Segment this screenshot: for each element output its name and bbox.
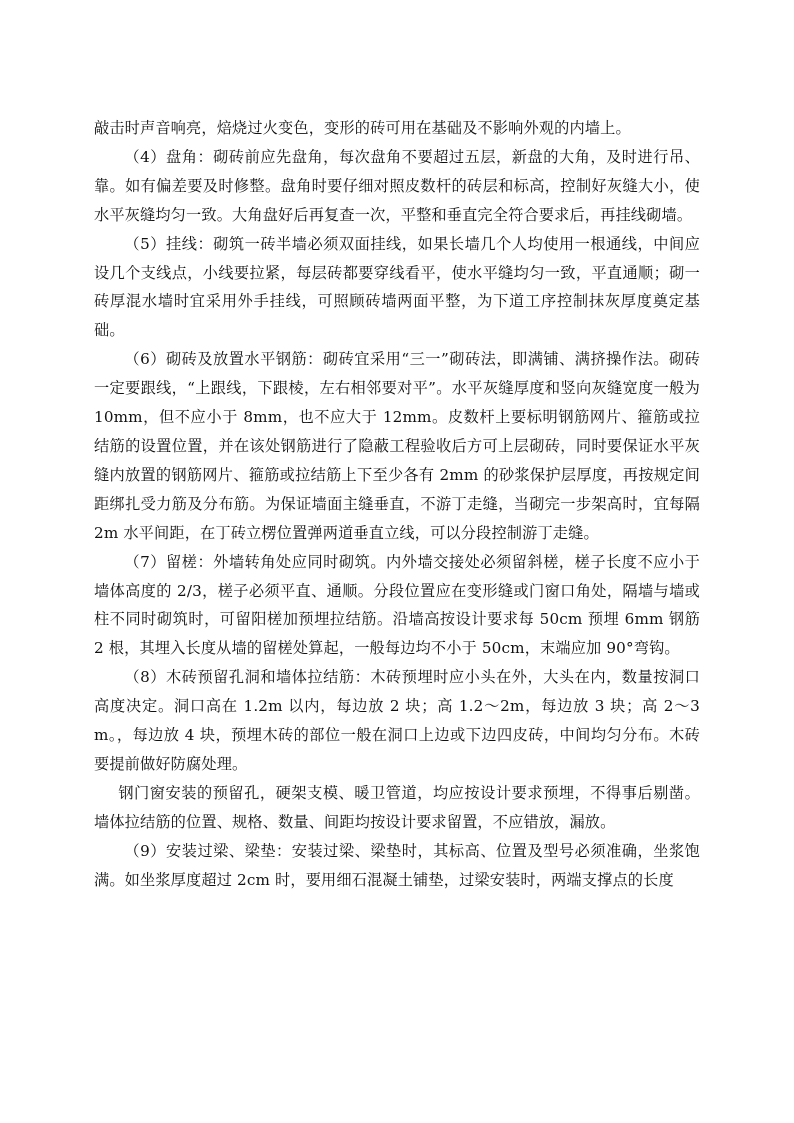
paragraph-item-8-wood-bricks: （8）木砖预留孔洞和墙体拉结筋：木砖预埋时应小头在外，大头在内，数量按洞口高度决定。洞口高在 1.2m 以内，每边放 2 块；高 1.2～2m，每边放 3 块；高 2～3m。，每边放 4 块，预埋木砖的部位一般在洞口上边或下边四皮砖，中间均匀分布。木砖要提前做好防腐处理。 — [94, 668, 700, 773]
document-body — [94, 114, 700, 894]
paragraph-item-5-string-line: （5）挂线：砌筑一砖半墙必须双面挂线，如果长墙几个人均使用一根通线，中间应设几个支线点，小线要拉紧，每层砖都要穿线看平，使水平缝均匀一致，平直通顺；砌一砖厚混水墙时宜采用外手挂线，可照顾砖墙两面平整，为下道工序控制抹灰厚度奠定基础。 — [94, 234, 700, 340]
paragraph-continuation: 敲击时声音响亮，焙烧过火变色，变形的砖可用在基础及不影响外观的内墙上。 — [94, 119, 631, 137]
paragraph-item-6-brick-laying-rebar: （6）砌砖及放置水平钢筋：砌砖宜采用“三一”砌砖法，即满铺、满挤操作法。砌砖一定要跟线，“上跟线，下跟棱，左右相邻要对平”。水平灰缝厚度和竖向灰缝宽度一般为 10mm，但不应小于 8mm，也不应大于 12mm。皮数杆上要标明钢筋网片、箍筋或拉结筋的设置位置，并在该处钢筋进行了隐蔽工程验收后方可上层砌砖，同时要保证水平灰缝内放置的钢筋网片、箍筋或拉结筋上下至少各有 2mm 的砂浆保护层厚度，再按规定间距绑扎受力筋及分布筋。为保证墙面主缝垂直，不游丁走缝，当砌完一步架高时，宜每隔 2m 水平间距，在丁砖立楞位置弹两道垂直立线，可以分段控制游丁走缝。 — [94, 350, 700, 542]
paragraph-item-9-lintels: （9）安装过梁、梁垫：安装过梁、梁垫时，其标高、位置及型号必须准确，坐浆饱满。如坐浆厚度超过 2cm 时，要用细石混凝土铺垫，过梁安装时，两端支撑点的长度 — [94, 841, 700, 889]
paragraph-window-embedding-note: 钢门窗安装的预留孔，硬架支模、暖卫管道，均应按设计要求预埋，不得事后剔凿。墙体拉结筋的位置、规格、数量、间距均按设计要求留置，不应错放，漏放。 — [94, 783, 700, 831]
paragraph-item-7-toothing: （7）留槎：外墙转角处应同时砌筑。内外墙交接处必须留斜槎，槎子长度不应小于墙体高度的 2/3，槎子必须平直、通顺。分段位置应在变形缝或门窗口角处，隔墙与墙或柱不同时砌筑时，可留阳槎加预埋拉结筋。沿墙高按设计要求每 50cm 预埋 6mm 钢筋 2 根，其埋入长度从墙的留槎处算起，一般每边均不小于 50cm，末端应加 90°弯钩。 — [94, 552, 700, 658]
paragraph-item-4-corner-building: （4）盘角：砌砖前应先盘角，每次盘角不要超过五层，新盘的大角，及时进行吊、靠。如有偏差要及时修整。盘角时要仔细对照皮数杆的砖层和标高，控制好灰缝大小，使水平灰缝均匀一致。大角盘好后再复查一次，平整和垂直完全符合要求后，再挂线砌墙。 — [94, 147, 700, 224]
